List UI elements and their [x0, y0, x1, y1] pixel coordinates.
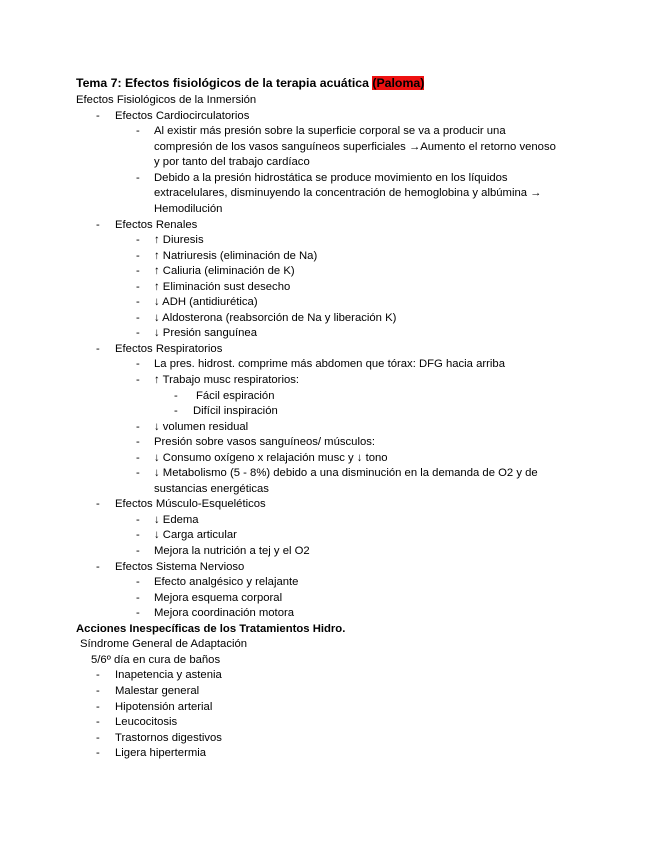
bullet-dash: - [136, 467, 140, 479]
bullet-dash: - [136, 312, 140, 324]
list-item: ↓ Edema [154, 514, 199, 526]
subsection-cardio: Efectos Cardiocirculatorios [115, 110, 250, 122]
list-item: Trastornos digestivos [115, 732, 222, 744]
list-item: ↓ Aldosterona (reabsorción de Na y liberación K) [154, 312, 397, 324]
bullet-dash: - [136, 607, 140, 619]
bullet-dash: - [136, 374, 140, 386]
bullet-dash: - [136, 172, 140, 184]
bullet-dash: - [96, 701, 100, 713]
section2-heading: Acciones Inespecíficas de los Tratamientos Hidro. [76, 623, 346, 635]
list-item: ↑ Eliminación sust desecho [154, 281, 291, 293]
bullet-dash: - [96, 110, 100, 122]
list-item: ↑ Diuresis [154, 234, 204, 246]
bullet-dash: - [96, 685, 100, 697]
bullet-dash: - [136, 545, 140, 557]
list-item: Ligera hipertermia [115, 747, 207, 759]
subsection-musculo: Efectos Músculo-Esqueléticos [115, 498, 266, 510]
bullet-dash: - [96, 343, 100, 355]
list-item: Presión sobre vasos sanguíneos/ músculos: [154, 436, 376, 448]
list-item: Mejora coordinación motora [154, 607, 295, 619]
bullet-dash: - [136, 436, 140, 448]
bullet-dash: - [136, 358, 140, 370]
list-item: Efecto analgésico y relajante [154, 576, 299, 588]
list-item: Leucocitosis [115, 716, 178, 728]
list-item: Difícil inspiración [193, 405, 278, 417]
bullet-dash: - [136, 234, 140, 246]
section2-subheading: Síndrome General de Adaptación [80, 638, 248, 650]
subsection-renales: Efectos Renales [115, 219, 198, 231]
list-item: ↓ ADH (antidiurética) [154, 296, 258, 308]
subsection-nervioso: Efectos Sistema Nervioso [115, 561, 245, 573]
list-item: Debido a la presión hidrostática se produce movimiento en los líquidos [154, 172, 508, 184]
list-item: ↓ volumen residual [154, 421, 249, 433]
list-item: ↓ Metabolismo (5 - 8%) debido a una disminución en la demanda de O2 y de [154, 467, 538, 479]
bullet-dash: - [96, 716, 100, 728]
bullet-dash: - [136, 514, 140, 526]
title-text: Tema 7: Efectos fisiológicos de la terapia acuática [76, 76, 369, 90]
bullet-dash: - [96, 669, 100, 681]
subsection-respiratorios: Efectos Respiratorios [115, 343, 223, 355]
list-item: ↑ Caliuria (eliminación de K) [154, 265, 295, 277]
list-item: Inapetencia y astenia [115, 669, 222, 681]
list-item: Fácil espiración [196, 390, 275, 402]
bullet-dash: - [136, 265, 140, 277]
bullet-dash: - [136, 327, 140, 339]
list-item: ↑ Natriuresis (eliminación de Na) [154, 250, 318, 262]
bullet-dash: - [136, 529, 140, 541]
bullet-dash: - [136, 125, 140, 137]
bullet-dash: - [136, 296, 140, 308]
bullet-dash: - [96, 219, 100, 231]
list-item: Mejora la nutrición a tej y el O2 [154, 545, 310, 557]
bullet-dash: - [136, 281, 140, 293]
page-title [76, 76, 424, 91]
bullet-dash: - [96, 732, 100, 744]
list-item: ↓ Consumo oxígeno x relajación musc y ↓ tono [154, 452, 388, 464]
bullet-dash: - [136, 250, 140, 262]
list-item: Hipotensión arterial [115, 701, 213, 713]
list-item: Mejora esquema corporal [154, 592, 283, 604]
bullet-dash: - [136, 421, 140, 433]
list-item: ↑ Trabajo musc respiratorios: [154, 374, 300, 386]
bullet-dash: - [96, 561, 100, 573]
bullet-dash: - [136, 452, 140, 464]
section2-note: 5/6º día en cura de baños [91, 654, 221, 666]
list-item: La pres. hidrost. comprime más abdomen que tórax: DFG hacia arriba [154, 358, 505, 370]
list-item: Malestar general [115, 685, 200, 697]
title-highlight: (Paloma) [372, 76, 425, 90]
bullet-dash: - [136, 576, 140, 588]
bullet-dash: - [96, 747, 100, 759]
list-item: Hemodilución [154, 203, 223, 215]
list-item: Al existir más presión sobre la superficie corporal se va a producir una [154, 125, 506, 137]
bullet-dash: - [136, 592, 140, 604]
list-item: sustancias energéticas [154, 483, 269, 495]
list-item: ↓ Presión sanguínea [154, 327, 257, 339]
list-item: extracelulares, disminuyendo la concentración de hemoglobina y albúmina → [154, 187, 542, 199]
bullet-dash: - [174, 390, 178, 402]
list-item: compresión de los vasos sanguíneos superficiales →Aumento el retorno venoso [154, 141, 556, 153]
list-item: ↓ Carga articular [154, 529, 237, 541]
list-item: y por tanto del trabajo cardíaco [154, 156, 310, 168]
bullet-dash: - [96, 498, 100, 510]
bullet-dash: - [174, 405, 178, 417]
section-heading: Efectos Fisiológicos de la Inmersión [76, 94, 257, 106]
